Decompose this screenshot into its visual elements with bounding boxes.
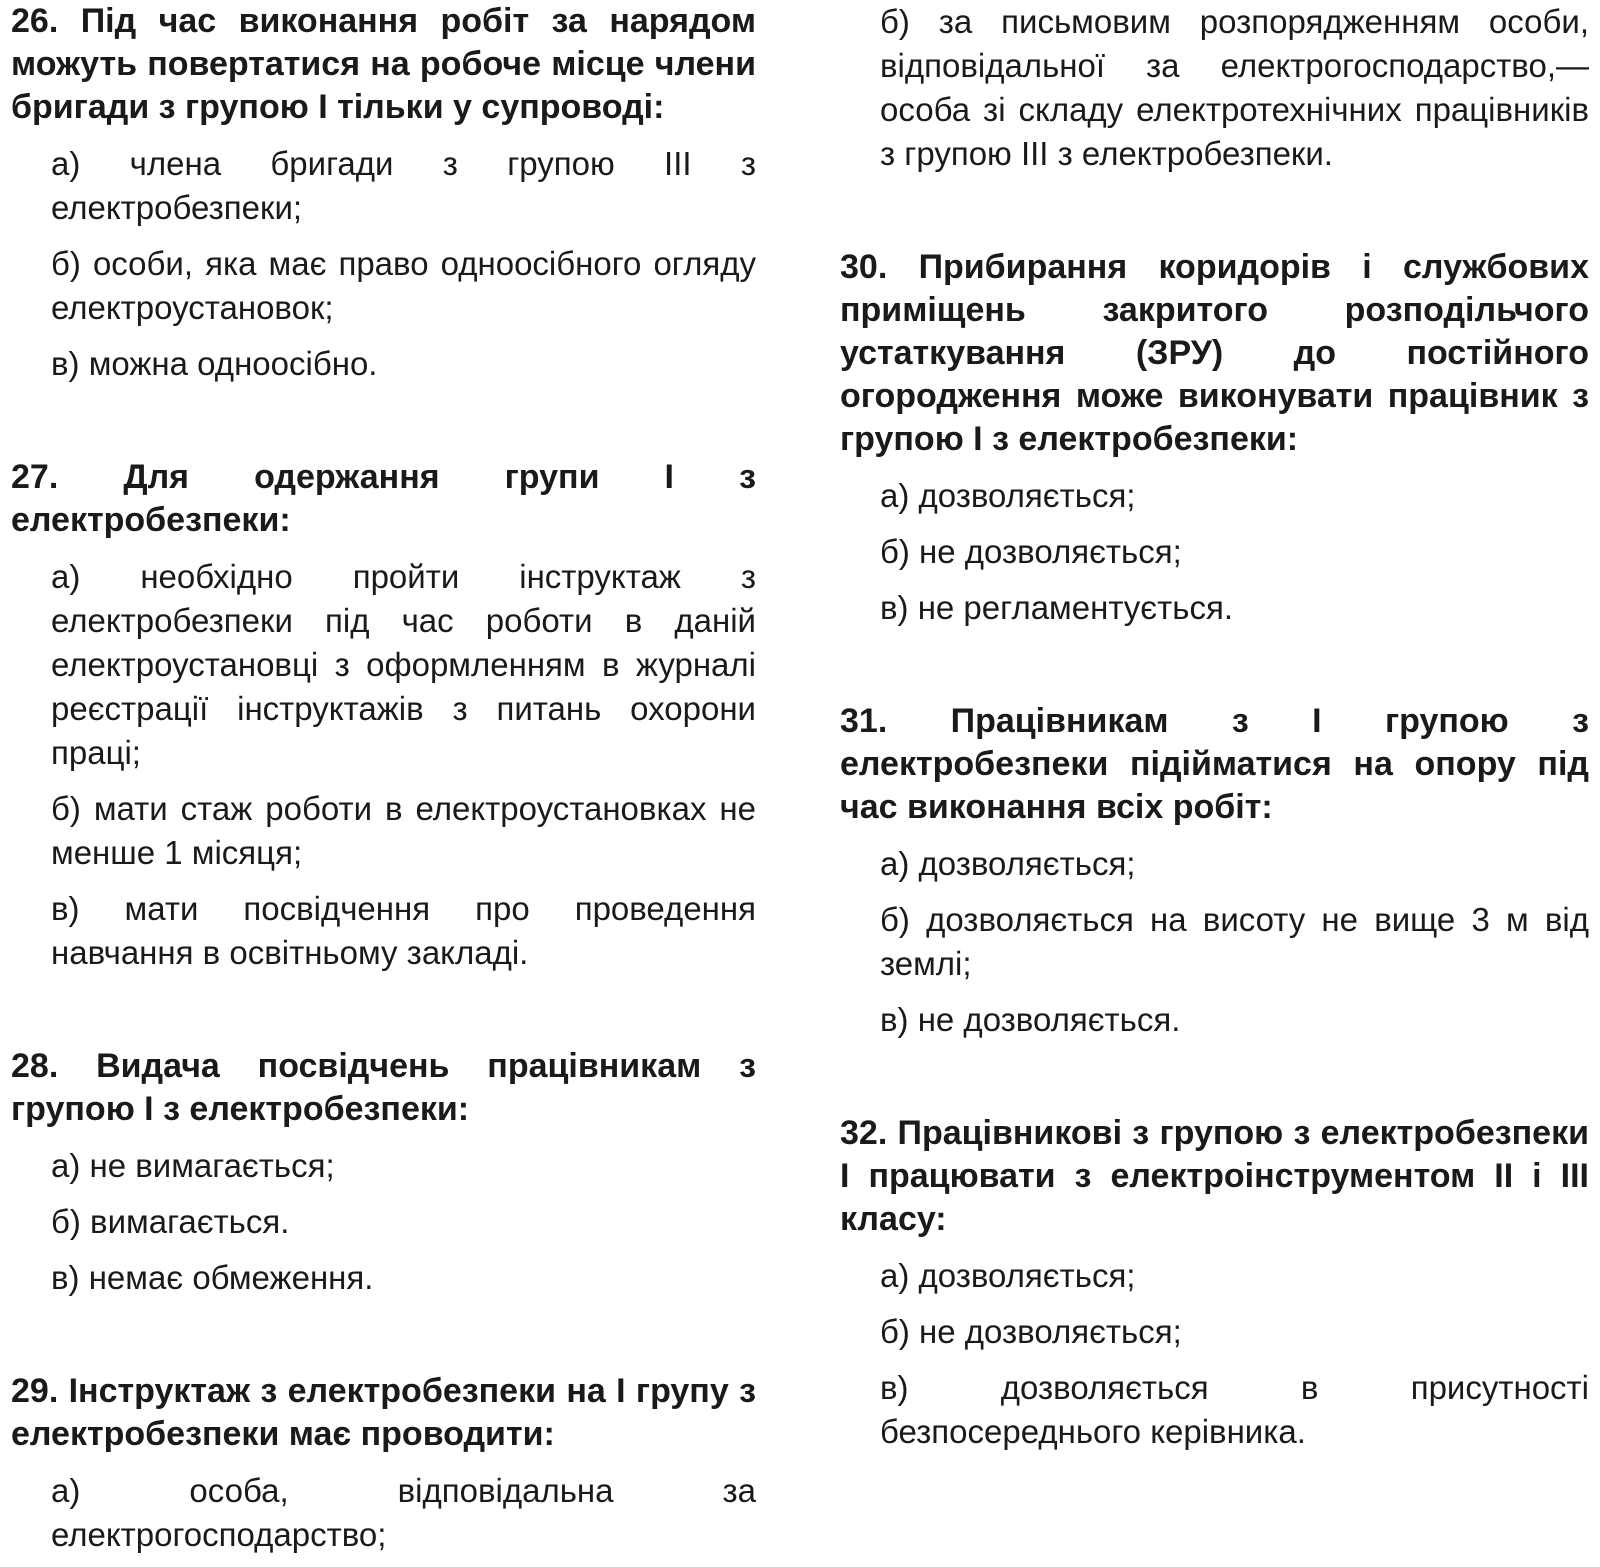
answer-option: а) члена бригади з групою III з електробезпеки; [51,145,756,226]
answer-option: а) дозволяється; [880,845,1136,882]
question-29-continuation [840,0,1589,176]
answer-option: б) не дозволяється; [880,1313,1182,1350]
answer-option: а) особа, відповідальна за електрогосподарство; [51,1472,756,1553]
answer-option: б) вимагається. [51,1203,290,1240]
question-title: 31. Працівникам з I групою з електробезпеки підійматися на опору під час виконання всіх робіт: [840,702,1589,826]
question-title: 32. Працівникові з групою з електробезпеки I працювати з електроінструментом II і III класу: [840,1114,1589,1238]
answer-option: в) дозволяється в присутності безпосереднього керівника. [880,1369,1589,1450]
answer-option: а) необхідно пройти інструктаж з електробезпеки під час роботи в даній електроустановці з оформленням в журналі реєстрації інструктажів з питань охорони праці; [51,558,756,771]
answer-option: б) мати стаж роботи в електроустановках не менше 1 місяця; [51,790,756,871]
answer-option: в) можна одноосібно. [51,345,378,382]
answer-option: а) дозволяється; [880,477,1136,514]
question-title: 26. Під час виконання робіт за нарядом можуть повертатися на робоче місце члени бригади з групою I тільки у супроводі: [11,2,756,126]
question-title: 28. Видача посвідчень працівникам з групою I з електробезпеки: [11,1047,756,1128]
question-26 [11,0,756,386]
question-title: 30. Прибирання коридорів і службових приміщень закритого розподільчого устаткування (ЗРУ) до постійного огородження може виконувати працівник з групою I з електробезпеки: [840,248,1589,458]
answer-option: в) мати посвідчення про проведення навчання в освітньому закладі. [51,890,756,971]
question-32 [840,1112,1589,1454]
question-28 [11,1045,756,1300]
answer-option: а) дозволяється; [880,1257,1136,1294]
right-column [840,0,1589,1454]
answer-option: а) не вимагається; [51,1147,335,1184]
answer-option: в) не регламентується. [880,589,1233,626]
answer-option: в) не дозволяється. [880,1001,1181,1038]
question-27 [11,456,756,975]
answer-option: б) за письмовим розпорядженням особи, відповідальної за електрогосподарство,— особа зі складу електротехнічних працівників з групою III з електробезпеки. [880,3,1589,172]
answer-option: б) дозволяється на висоту не вище 3 м від землі; [880,901,1589,982]
left-column [11,0,756,1557]
question-30 [840,246,1589,630]
question-title: 27. Для одержання групи I з електробезпеки: [11,458,756,539]
answer-option: б) особи, яка має право одноосібного огляду електроустановок; [51,245,756,326]
answer-option: б) не дозволяється; [880,533,1182,570]
answer-option: в) немає обмеження. [51,1259,374,1296]
question-29 [11,1370,756,1557]
question-31 [840,700,1589,1042]
question-title: 29. Інструктаж з електробезпеки на I групу з електробезпеки має проводити: [11,1372,756,1453]
